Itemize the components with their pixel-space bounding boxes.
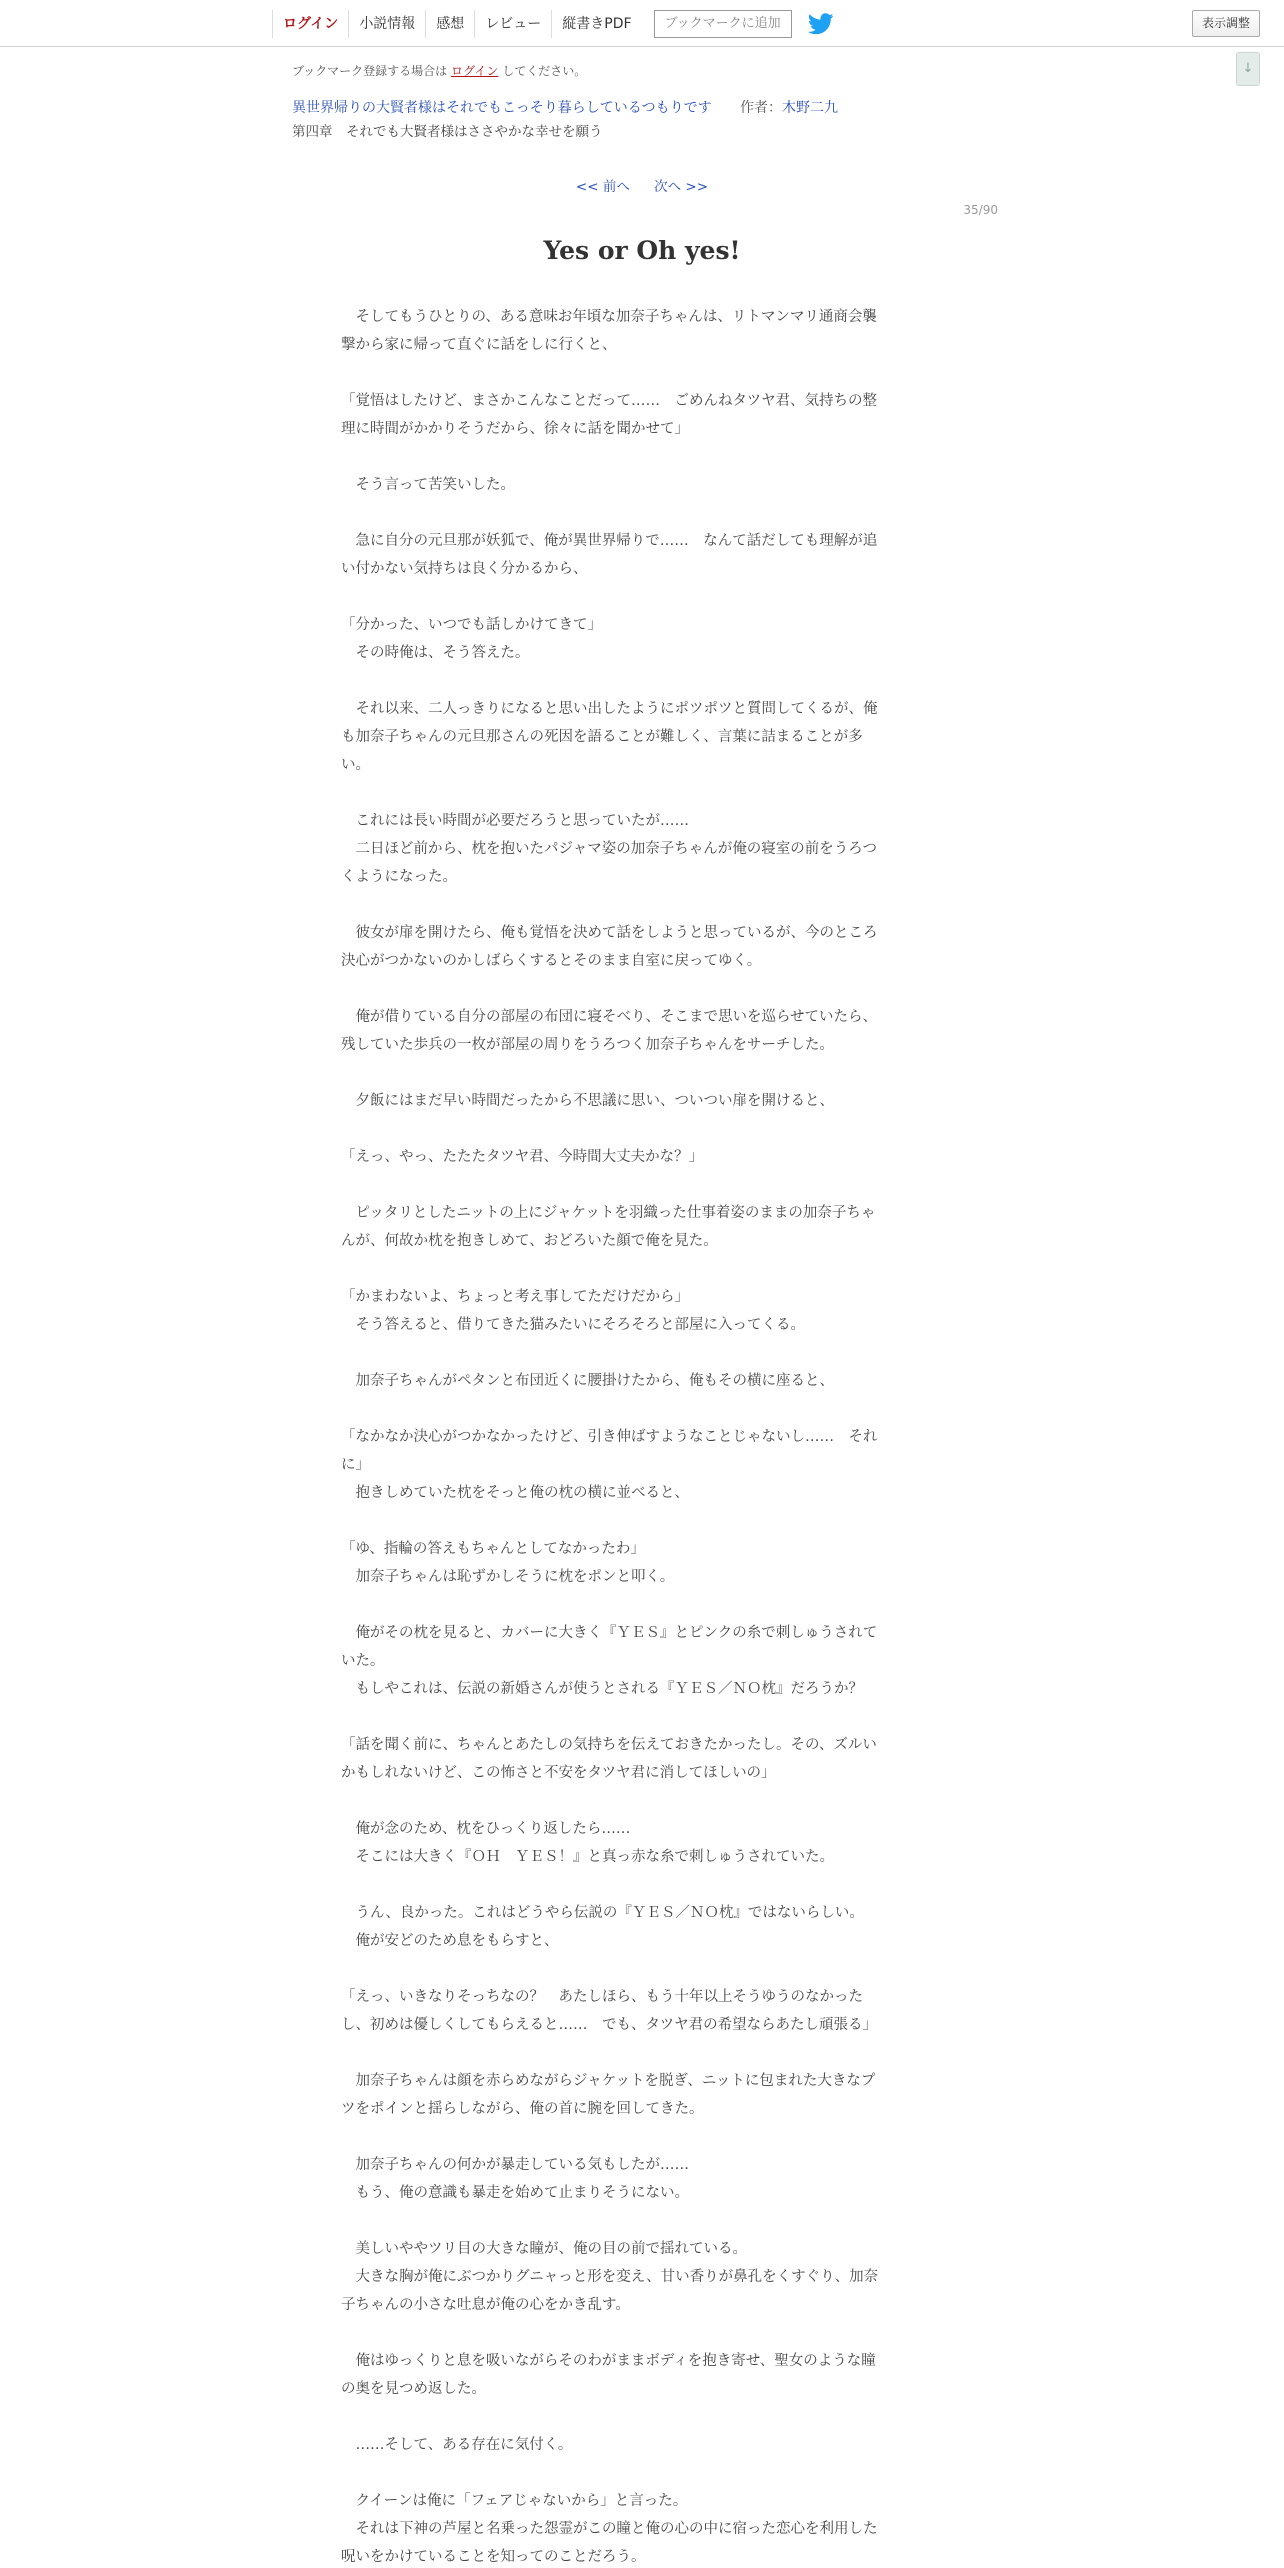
body-line: それは下神の芦屋と名乗った怨霊がこの瞳と俺の心の中に宿った恋心を利用した — [341, 2521, 878, 2537]
bookmark-note-suffix: してください。 — [502, 64, 587, 78]
body-line: 「えっ、いきなりそっちなの？ あたしほら、もう十年以上そうゆうのなかった — [341, 1989, 863, 2005]
body-paragraph — [341, 1283, 943, 1339]
body-line: 「かまわないよ、ちょっと考え事してただけだから」 — [341, 1289, 689, 1305]
body-line: 美しいややツリ目の大きな瞳が、俺の目の前で揺れている。 — [341, 2241, 747, 2257]
body-line: 加奈子ちゃんは恥ずかしそうに枕をポンと叩く。 — [341, 1569, 675, 1585]
body-line: 俺がその枕を見ると、カバーに大きく『ＹＥＳ』とピンクの糸で刺しゅうされて — [341, 1625, 878, 1641]
chapter-title: 第四章 それでも大賢者様はささやかな幸せを願う — [292, 124, 603, 140]
prev-episode-link[interactable]: << 前へ — [575, 179, 630, 195]
episode-pager — [0, 175, 1284, 195]
body-line: 撃から家に帰って直ぐに話をしに行くと、 — [341, 337, 617, 353]
bookmark-login-note — [292, 62, 586, 79]
body-paragraph — [341, 807, 943, 891]
twitter-bird-icon[interactable] — [808, 13, 834, 35]
episode-title: Yes or Oh yes! — [543, 236, 741, 265]
nav-review[interactable]: レビュー — [474, 10, 551, 38]
body-line: い。 — [341, 757, 370, 773]
body-paragraph — [341, 1535, 943, 1591]
body-line: もう、俺の意識も暴走を始めて止まりそうにない。 — [341, 2185, 689, 2201]
body-line: 「分かった、いつでも話しかけてきて」 — [341, 617, 602, 633]
body-paragraph — [341, 1367, 943, 1395]
body-line: もしやこれは、伝説の新婚さんが使うとされる『ＹＥＳ／ＮＯ枕』だろうか？ — [341, 1681, 863, 1697]
body-line: 決心がつかないのかしばらくするとそのまま自室に戻ってゆく。 — [341, 953, 762, 969]
novel-info-line — [292, 97, 838, 117]
body-line: 呪いをかけていることを知ってのことだろう。 — [341, 2549, 646, 2565]
body-line: うん、良かった。これはどうやら伝説の『ＹＥＳ／ＮＯ枕』ではないらしい。 — [341, 1905, 864, 1921]
episode-counter: 35/90 — [963, 203, 998, 217]
body-paragraph — [341, 527, 943, 583]
body-paragraph — [341, 1423, 943, 1507]
body-line: 残していた歩兵の一枚が部屋の周りをうろつく加奈子ちゃんをサーチした。 — [341, 1037, 834, 1053]
body-line: クイーンは俺に「フェアじゃないから」と言った。 — [341, 2493, 688, 2509]
body-line: くようになった。 — [341, 869, 457, 885]
body-line: も加奈子ちゃんの元旦那さんの死因を語ることが難しく、言葉に詰まることが多 — [341, 729, 863, 745]
body-line: 急に自分の元旦那が妖狐で、俺が異世界帰りで…… なんて話だしても理解が追 — [341, 533, 878, 549]
bookmark-note-prefix: ブックマーク登録する場合は — [292, 64, 448, 78]
body-line: ツをポインと揺らしながら、俺の首に腕を回してきた。 — [341, 2101, 704, 2117]
body-line: 「なかなか決心がつかなかったけど、引き伸ばすようなことじゃないし…… それ — [341, 1429, 878, 1445]
body-line: 夕飯にはまだ早い時間だったから不思議に思い、ついつい扉を開けると、 — [341, 1093, 834, 1109]
scroll-down-button[interactable]: ↓ — [1236, 52, 1260, 86]
body-line: そしてもうひとりの、ある意味お年頃な加奈子ちゃんは、リトマンマリ通商会襲 — [341, 309, 877, 325]
body-paragraph — [341, 919, 943, 975]
body-paragraph — [341, 2431, 943, 2459]
body-paragraph — [341, 1087, 943, 1115]
body-line: 「えっ、やっ、たたたタツヤ君、今時間大丈夫かな？」 — [341, 1149, 704, 1165]
body-line: んが、何故か枕を抱きしめて、おどろいた顔で俺を見た。 — [341, 1233, 718, 1249]
body-line: し、初めは優しくしてもらえると…… でも、タツヤ君の希望ならあたし頑張る」 — [341, 2017, 878, 2033]
body-line: 俺が借りている自分の部屋の布団に寝そべり、そこまで思いを巡らせていたら、 — [341, 1009, 878, 1025]
body-paragraph — [341, 1899, 943, 1955]
body-line: 俺が念のため、枕をひっくり返したら…… — [341, 1821, 631, 1837]
body-line: 理に時間がかかりそうだから、徐々に話を聞かせて」 — [341, 421, 689, 437]
add-bookmark-button[interactable]: ブックマークに追加 — [654, 10, 792, 38]
body-line: 子ちゃんの小さな吐息が俺の心をかき乱す。 — [341, 2297, 630, 2313]
body-line: 俺が安どのため息をもらすと、 — [341, 1933, 559, 1949]
body-line: に」 — [341, 1457, 370, 1473]
body-line: いた。 — [341, 1653, 385, 1669]
body-paragraph — [341, 2235, 943, 2319]
top-bar — [0, 0, 1284, 47]
body-line: の奥を見つめ返した。 — [341, 2381, 486, 2397]
body-line: 抱きしめていた枕をそっと俺の枕の横に並べると、 — [341, 1485, 689, 1501]
body-line: 加奈子ちゃんの何かが暴走している気もしたが…… — [341, 2157, 689, 2173]
body-line: そう答えると、借りてきた猫みたいにそろそろと部屋に入ってくる。 — [341, 1317, 805, 1333]
body-line: 加奈子ちゃんがペタンと布団近くに腰掛けたから、俺もその横に座ると、 — [341, 1373, 834, 1389]
body-paragraph — [341, 2347, 943, 2403]
body-paragraph — [341, 2151, 943, 2207]
body-paragraph — [341, 303, 943, 359]
body-paragraph — [341, 1143, 943, 1171]
body-line: 二日ほど前から、枕を抱いたパジャマ姿の加奈子ちゃんが俺の寝室の前をうろつ — [341, 841, 878, 857]
nav-novel-info[interactable]: 小説情報 — [348, 10, 425, 38]
body-paragraph — [341, 1731, 943, 1787]
body-line: その時俺は、そう答えた。 — [341, 645, 530, 661]
display-settings-button[interactable]: 表示調整 — [1192, 10, 1260, 37]
body-line: ……そして、ある存在に気付く。 — [341, 2437, 573, 2453]
body-line: そう言って苦笑いした。 — [341, 477, 515, 493]
body-line: 加奈子ちゃんは顔を赤らめながらジャケットを脱ぎ、ニットに包まれた大きなプ — [341, 2073, 876, 2089]
body-paragraph — [341, 387, 943, 443]
nav-vertical-pdf[interactable]: 縦書きPDF — [551, 10, 641, 38]
body-paragraph — [341, 1619, 943, 1703]
body-paragraph — [341, 471, 943, 499]
next-episode-link[interactable]: 次へ >> — [654, 179, 709, 195]
body-paragraph — [341, 1815, 943, 1871]
bookmark-login-link[interactable]: ログイン — [451, 64, 499, 78]
body-line: そこには大きく『ＯＨ ＹＥＳ！』と真っ赤な糸で刺しゅうされていた。 — [341, 1849, 834, 1865]
body-line: 「覚悟はしたけど、まさかこんなことだって…… ごめんねタツヤ君、気持ちの整 — [341, 393, 878, 409]
author-label: 作者： — [740, 100, 783, 116]
body-line: かもしれないけど、この怖さと不安をタツヤ君に消してほしいの」 — [341, 1765, 776, 1781]
novel-title-link[interactable]: 異世界帰りの大賢者様はそれでもこっそり暮らしているつもりです — [292, 100, 712, 116]
body-line: い付かない気持ちは良く分かるから、 — [341, 561, 588, 577]
author-link[interactable]: 木野二九 — [782, 100, 839, 116]
body-paragraph — [341, 2487, 943, 2568]
nav-login[interactable]: ログイン — [272, 10, 348, 38]
body-line: 「ゆ、指輪の答えもちゃんとしてなかったわ」 — [341, 1541, 645, 1557]
body-line: これには長い時間が必要だろうと思っていたが…… — [341, 813, 689, 829]
body-line: ピッタリとしたニットの上にジャケットを羽織った仕事着姿のままの加奈子ちゃ — [341, 1205, 876, 1221]
body-paragraph — [341, 1003, 943, 1059]
body-line: 彼女が扉を開けたら、俺も覚悟を決めて話をしようと思っているが、今のところ — [341, 925, 878, 941]
body-line: 俺はゆっくりと息を吸いながらそのわがままボディを抱き寄せ、聖女のような瞳 — [341, 2353, 876, 2369]
body-paragraph — [341, 1199, 943, 1255]
body-paragraph — [341, 2067, 943, 2123]
nav-impressions[interactable]: 感想 — [425, 10, 474, 38]
body-paragraph — [341, 1983, 943, 2039]
body-line: 「話を聞く前に、ちゃんとあたしの気持ちを伝えておきたかったし。その、ズルい — [341, 1737, 877, 1753]
body-line: 大きな胸が俺にぶつかりグニャっと形を変え、甘い香りが鼻孔をくすぐり、加奈 — [341, 2269, 879, 2285]
novel-body — [341, 303, 943, 2568]
main-nav — [272, 10, 834, 38]
body-paragraph — [341, 695, 943, 779]
body-line: それ以来、二人っきりになると思い出したようにポツポツと質問してくるが、俺 — [341, 701, 878, 717]
body-paragraph — [341, 611, 943, 667]
